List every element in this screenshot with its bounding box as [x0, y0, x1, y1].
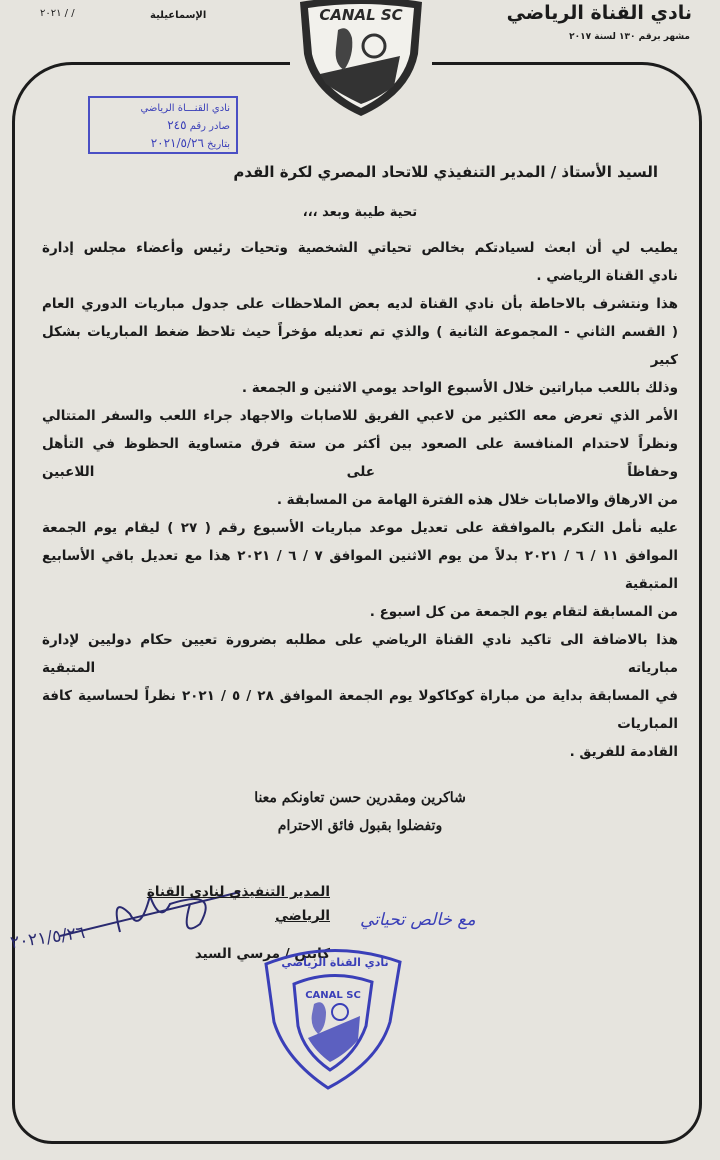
- body-line: من الارهاق والاصابات خلال هذه الفترة الهامة من المسابقة .: [276, 492, 678, 508]
- seal-logo-text: CANAL SC: [305, 990, 361, 1001]
- body-line: في المسابقة بداية من مباراة كوكاكولا يوم الجمعة الموافق ٢٨ / ٥ / ٢٠٢١ نظراً لحساسية كافة المباريات: [42, 688, 678, 732]
- letterhead-year: / / ٢٠٢١: [40, 8, 75, 19]
- letterhead-registration: مشهر برقم ١٣٠ لسنة ٢٠١٧: [569, 32, 690, 42]
- body-line: ( القسم الثاني - المجموعة الثانية ) والذي تم تعديله مؤخراً حيث تلاحظ ضغط المباريات بشكل كبير: [42, 324, 678, 368]
- letterhead-city: الإسماعيلية: [150, 10, 207, 21]
- body-line: نادي القناة الرياضي .: [536, 268, 678, 284]
- body-line: عليه نأمل التكرم بالموافقة على تعديل موعد مباريات الأسبوع رقم ( ٢٧ ) ليقام يوم الجمعة: [42, 520, 678, 536]
- stamp-date-label: بتاريخ: [207, 139, 230, 150]
- seal-top-text: نادي القناة الرياضي: [281, 956, 389, 969]
- signature-date: ٢٠٢١/٥/٢٦: [8, 922, 87, 954]
- body-line: الأمر الذي تعرض معه الكثير من لاعبي الفريق للاصابات والاجهاد جراء اللعب والسفر المتتالي: [42, 408, 678, 424]
- logo-text: CANAL SC: [319, 6, 403, 24]
- signatory-title: المدير التنفيذي لنادي القناة الرياضي: [146, 884, 330, 924]
- handwritten-note: مع خالص تحياتي: [360, 910, 476, 930]
- stamp-number: ٢٤٥: [167, 118, 187, 132]
- greeting: تحية طيبة وبعد ،،،: [302, 205, 418, 220]
- letterhead-club-name: نادي القناة الرياضي: [506, 2, 692, 24]
- closing-regards: وتفضلوا بقبول فائق الاحترام: [277, 818, 443, 834]
- club-seal-stamp: [260, 942, 405, 1092]
- closing-thanks: شاكرين ومقدرين حسن تعاونكم معنا: [254, 790, 466, 806]
- stamp-date: ٢٠٢١/٥/٢٦: [150, 136, 204, 150]
- body-line: القادمة للفريق .: [569, 744, 678, 760]
- body-line: من المسابقة لتقام يوم الجمعة من كل اسبوع .: [369, 604, 678, 620]
- stamp-number-label: صادر رقم: [189, 121, 230, 132]
- stamp-club: نادي القنـــاة الرياضي: [140, 103, 230, 114]
- addressee: السيد الأستاذ / المدير التنفيذي للاتحاد المصري لكرة القدم: [233, 163, 658, 181]
- body-line: هذا ونتشرف بالاحاطة بأن نادي القناة لديه بعض الملاحظات على جدول مباريات الدوري العام: [42, 296, 678, 312]
- body-line: هذا بالاضافة الى تاكيد نادي القناة الرياضي على مطلبه بضرورة تعيين حكام دوليين لإدارة مبارياته المتبقية: [42, 632, 678, 676]
- body-line: الموافق ١١ / ٦ / ٢٠٢١ بدلاً من يوم الاثنين الموافق ٧ / ٦ / ٢٠٢١ هذا مع تعديل باقي الأسابيع المتبقية: [42, 548, 678, 592]
- body-line: ونظراً لاحتدام المنافسة على الصعود بين أكثر من ستة فرق متساوية الحظوظ في التأهل وحفاظاً على اللاعبين: [42, 436, 678, 480]
- body-line: يطيب لي أن ابعث لسيادتكم بخالص تحياتي الشخصية وتحيات رئيس وأعضاء مجلس إدارة: [42, 240, 678, 256]
- signature-area: [8, 870, 690, 1120]
- body-line: وذلك باللعب مباراتين خلال الأسبوع الواحد يومي الاثنين و الجمعة .: [241, 380, 678, 396]
- signatory-name: كابتن / مرسي السيد: [194, 946, 330, 962]
